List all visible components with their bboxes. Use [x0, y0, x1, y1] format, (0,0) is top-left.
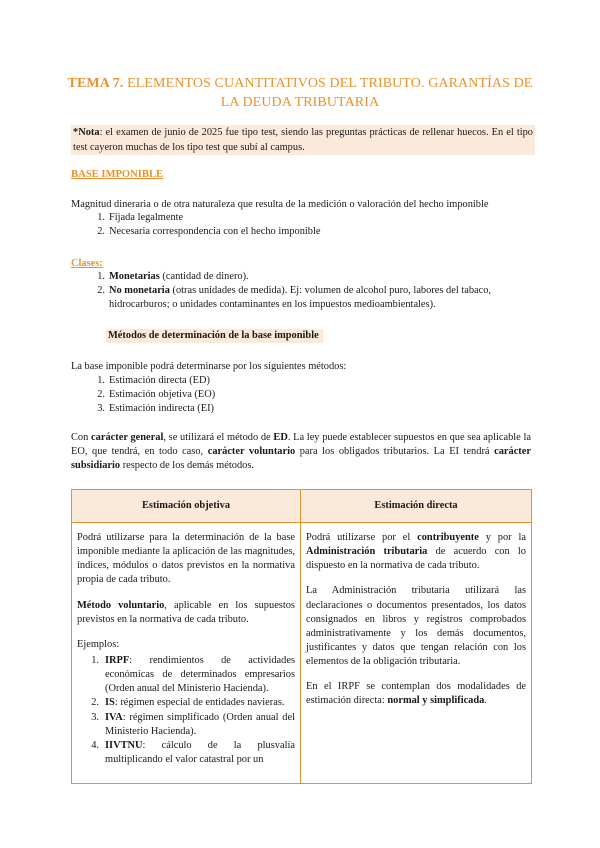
list-item: 1. Estimación directa (ED) — [97, 375, 210, 386]
column-header-directa: Estimación directa — [301, 490, 532, 523]
list-item: 3. Estimación indirecta (EI) — [97, 403, 215, 415]
metodos-intro: La base imponible podrá determinarse por los siguientes métodos: — [71, 361, 347, 372]
list-item: 4. IIVTNU: cálculo de la plusvalía multiplicando el valor catastral por un — [91, 739, 295, 765]
base-definition: Magnitud dineraria o de otra naturaleza que resulta de la medición o valoración del hecho imponible — [71, 199, 489, 210]
base-features-list — [89, 211, 529, 239]
directa-definition: Podrá utilizarse por el contribuyente y por la Administración tributaria de acuerdo con lo dispuesto en la normativa de cada tributo. — [306, 532, 526, 572]
list-item: 3. IVA: régimen simplificado (Orden anual del Ministerio Hacienda). — [91, 711, 295, 737]
objetiva-definition: Podrá utilizarse para la determinación de la base imponible mediante la aplicación de las magnitudes, índices, módulos o datos previstos en la normativa propia de cada tributo. — [77, 532, 295, 586]
page-title: TEMA 7. ELEMENTOS CUANTITATIVOS DEL TRIBUTO. GARANTÍAS DE LA DEUDA TRIBUTARIA — [67, 76, 533, 111]
list-item: 2. No monetaria (otras unidades de medida). Ej: volumen de alcohol puro, labores del tabaco, hidrocarburos; o unidades contaminantes en los impuestos medioambientales). — [97, 285, 492, 311]
list-item: 1. IRPF: rendimientos de actividades económicas de determinados empresarios (Orden anual del Ministerio Hacienda). — [91, 654, 295, 695]
section-heading-base-imponible: BASE IMPONIBLE — [71, 169, 164, 180]
subheading-metodos: Métodos de determinación de la base imponible — [106, 329, 323, 343]
ejemplos-list — [83, 654, 295, 767]
estimacion-table — [71, 489, 532, 784]
clases-list — [89, 270, 529, 312]
cell-directa — [301, 523, 532, 784]
list-item: 1. Monetarias (cantidad de dinero). — [97, 271, 249, 282]
directa-administracion: La Administración tributaria utilizará las declaraciones o documentos presentados, los datos consignados en libros y registros comprobados administrativamente y los demás documentos, justificantes y datos que tengan relación con los elementos de la obligación tributaria. — [306, 585, 526, 668]
list-item: 2. Estimación objetiva (EO) — [97, 389, 216, 401]
list-item: 2. IS: régimen especial de entidades navieras. — [91, 697, 285, 709]
cell-objetiva — [72, 523, 301, 784]
exam-note: *Nota: el examen de junio de 2025 fue tipo test, siendo las preguntas prácticas de rellenar huecos. En el tipo test cayeron muchas de los tipo test que subí al campus. — [71, 125, 535, 155]
objetiva-voluntario: Método voluntario, aplicable en los supuestos previstos en la normativa de cada tributo. — [77, 599, 295, 625]
list-item: 2. Necesaria correspondencia con el hecho imponible — [97, 226, 321, 238]
metodos-list — [89, 374, 529, 416]
directa-irpf: En el IRPF se contemplan dos modalidades de estimación directa: normal y simplificada. — [306, 681, 526, 707]
clases-heading: Clases: — [71, 258, 103, 269]
list-item: 1. Fijada legalmente — [97, 212, 184, 223]
ejemplos-label: Ejemplos: — [77, 638, 120, 650]
column-header-objetiva: Estimación objetiva — [72, 490, 301, 523]
metodos-paragraph: Con carácter general, se utilizará el método de ED. La ley puede establecer supuestos en que sea aplicable la EO, que tendrá, en todo caso, carácter voluntario para los obligados tributarios. La EI tendrá carácter subsidiario respecto de los demás métodos. — [71, 432, 531, 472]
